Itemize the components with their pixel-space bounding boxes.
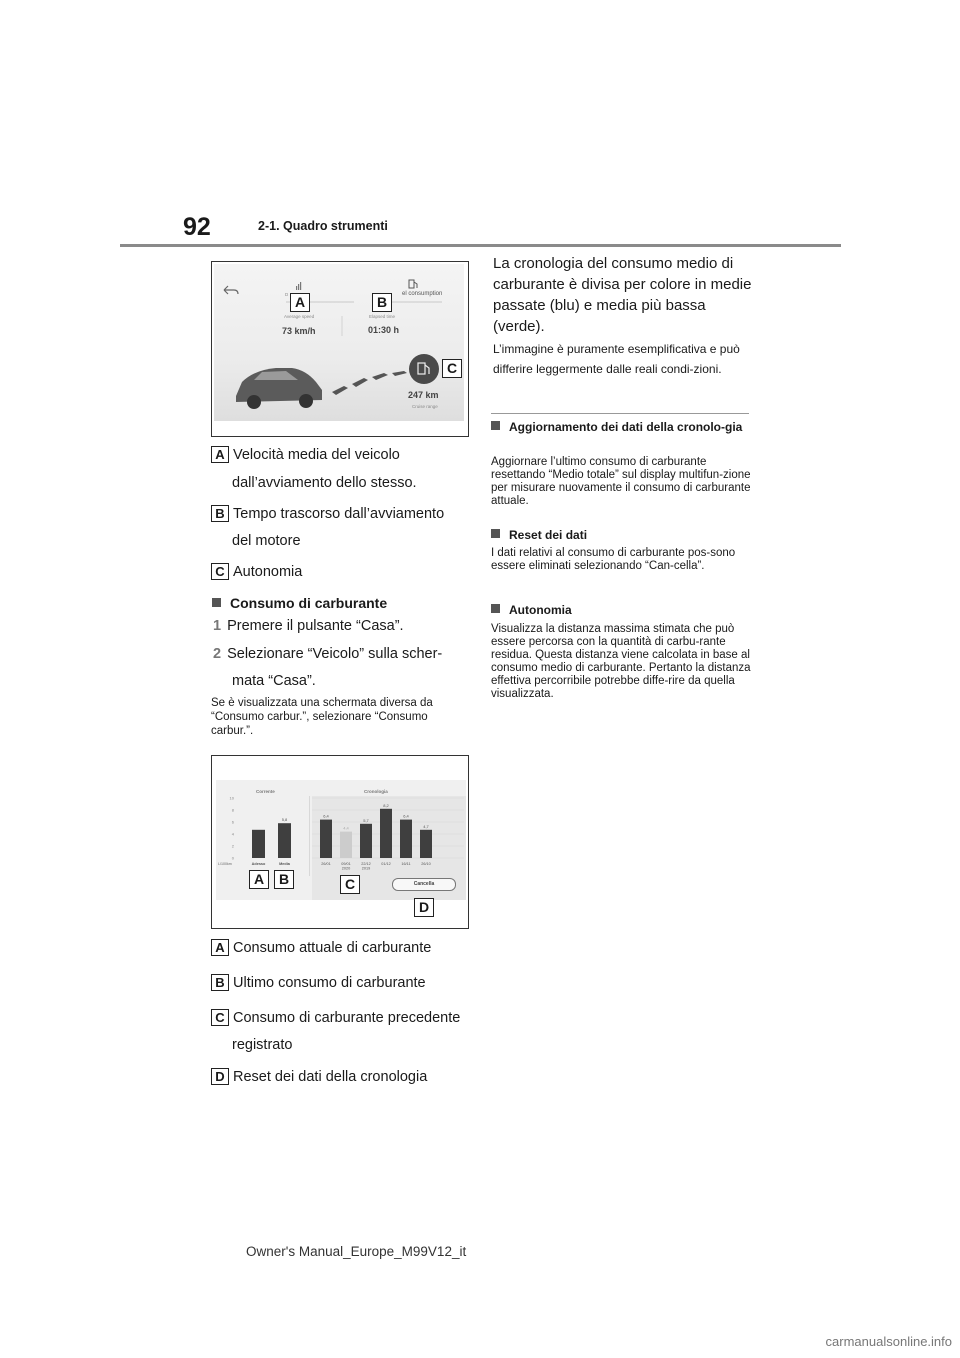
right-column-rule [491,413,749,414]
fuel-consumption-figure [211,755,469,929]
legend1-text-a-cont: dall’avviamento dello stesso. [232,475,417,491]
elapsed-time-label: Elapsed time [369,314,396,319]
header-rule [120,244,841,247]
callout-b: B [372,293,392,312]
history-color-paragraph: La cronologia del consumo medio di carburante è divisa per colore in medie passate (blu) e media più bassa (verde). [493,255,752,335]
step-1-number: 1 [213,618,222,634]
range-title [491,604,751,617]
page-number: 92 [183,213,211,241]
signal-icon [296,282,301,290]
legend1-text-a: Velocità media del veicolo [233,446,400,463]
manual-footer: Owner's Manual_Europe_M99V12_it [246,1244,467,1259]
bar-history [360,824,372,858]
legend1-text-b: Tempo trascorso dall’avviamento [233,505,445,522]
back-icon [224,286,238,294]
legend2-letter-a: A [211,939,229,956]
x-tick-label: Adesso [251,862,266,866]
step-2-number: 2 [213,646,222,662]
x-tick-label: 22/12 [361,862,371,866]
fuel-section-title-text: Consumo di carburante [230,595,388,611]
bar-value-label: 8,2 [383,802,389,808]
x-tick-label: 01/12 [381,862,391,866]
step-2-text: Selezionare “Veicolo” sulla scher- [227,646,443,662]
legend2-item-b [211,974,426,991]
illustrative-note: L’immagine è puramente esemplificativa e può differire leggermente dalle reali condi-zioni. [493,342,740,376]
y-axis-label: L/100km [218,862,232,866]
legend2-item-a [211,939,431,956]
driving-info-figure [211,261,469,437]
legend1-letter-a: A [211,446,229,463]
data-reset-body: I dati relativi al consumo di carburante pos-sono essere eliminati selezionando “Can-cella”. [491,547,736,572]
y-tick-label: 10 [229,795,234,801]
legend2-letter-c: C [211,1009,229,1026]
fuel-consumption-label: el consumption [402,291,443,297]
bullet-square-icon [491,604,500,613]
bullet-square-icon [491,421,500,430]
y-tick-label: 4 [231,831,234,837]
tab-history: Cronologia [364,789,388,794]
legend2-item-d [211,1068,427,1085]
legend1-letter-b: B [211,505,229,522]
range-body: Visualizza la distanza massima stimata che può essere percorsa con la quantità di carbu-rante residua. Questa distanza viene calcolata in base al consumo medio di carburante. Pertanto la distanza effettiva percorribile potrebbe diffe-rire da quella visualizzata. [491,623,751,700]
bar-current [278,823,291,858]
bar-history [420,830,432,858]
cruise-range-label: Cruise range [412,404,438,409]
watermark: carmanualsonline.info [825,1334,952,1349]
cruise-range-value: 247 km [408,390,439,400]
legend2-text-c: Consumo di carburante precedente [233,1009,461,1026]
legend2-text-a: Consumo attuale di carburante [233,939,432,956]
bar-value-label: 6,4 [323,813,329,819]
callout-d: D [414,898,434,917]
callout-c: C [340,875,360,894]
legend2-letter-b: B [211,974,229,991]
section-title: 2-1. Quadro strumenti [258,219,388,233]
legend2-letter-d: D [211,1068,229,1085]
bar-history [340,832,352,858]
step-1-text: Premere il pulsante “Casa”. [227,618,404,634]
x-tick-label: Media [279,862,290,866]
step-1 [213,618,404,634]
fuel-consumption-partial-label: D [285,292,289,297]
legend2-text-c-cont: registrato [232,1037,293,1053]
legend1-item-a [211,446,400,463]
legend2-text-d: Reset dei dati della cronologia [233,1068,428,1085]
legend1-text-b-cont: del motore [232,533,301,549]
fuel-range-badge [409,354,439,384]
callout-a: A [249,870,269,889]
data-reset-title-text: Reset dei dati [509,528,588,542]
bar-value-label: 5,7 [363,817,369,823]
callout-a: A [290,293,310,312]
step-2 [213,646,442,662]
bar-value-label: 4,7 [423,823,429,829]
x-tick-label: 26/10 [421,862,431,866]
data-reset-title [491,529,751,542]
callout-b: B [274,870,294,889]
history-update-body: Aggiornare l’ultimo consumo di carburante resettando “Medio totale” sul display multifun-zione per misurare nuovamente il consumo di carburante attuale. [491,456,751,507]
legend1-item-b [211,505,444,522]
y-tick-label: 2 [231,843,234,849]
bullet-square-icon [212,598,221,607]
bar-value-label: 4,4 [343,825,349,831]
callout-c: C [442,359,462,378]
bar-history [380,809,392,858]
cancel-button[interactable]: Cancella [392,878,456,891]
y-tick-label: 6 [231,819,234,825]
range-title-text: Autonomia [509,603,572,617]
bar-history [400,820,412,858]
bar-value-label: 5,8 [281,817,288,823]
fuel-section-title [212,595,387,611]
bullet-square-icon [491,529,500,538]
x-tick-label: 2020 [341,866,351,871]
y-tick-label: 8 [231,807,234,813]
x-tick-label: 26/01 [321,862,331,866]
panel-divider [309,796,310,876]
car-silhouette [236,368,322,409]
road-stripes [332,371,407,395]
x-tick-label: 09/01 [341,862,351,866]
y-tick-label: 0 [231,855,234,861]
step-2-cont: mata “Casa”. [232,673,316,689]
x-tick-label: 2019 [361,866,371,871]
bar-value-label: 6,4 [403,813,409,819]
tab-current: Corrente [256,789,275,794]
legend1-letter-c: C [211,563,229,580]
history-update-title-text: Aggiornamento dei dati della cronolo-gia [509,420,743,434]
legend1-item-c [211,563,302,580]
elapsed-time-value: 01:30 h [368,325,400,335]
fuel-note: Se è visualizzata una schermata diversa da “Consumo carbur.”, selezionare “Consumo carbur.”. [211,697,433,737]
x-tick-label: 16/11 [401,862,411,866]
bar-history [320,820,332,858]
legend2-text-b: Ultimo consumo di carburante [233,974,426,991]
legend2-item-c [211,1009,460,1026]
legend1-text-c: Autonomia [233,563,303,580]
average-speed-label: Average speed [284,314,315,319]
fuel-pump-icon [409,280,417,288]
history-update-title [491,421,751,434]
bar-current [252,830,265,858]
driving-info-screen [214,264,464,421]
average-speed-value: 73 km/h [282,326,316,336]
